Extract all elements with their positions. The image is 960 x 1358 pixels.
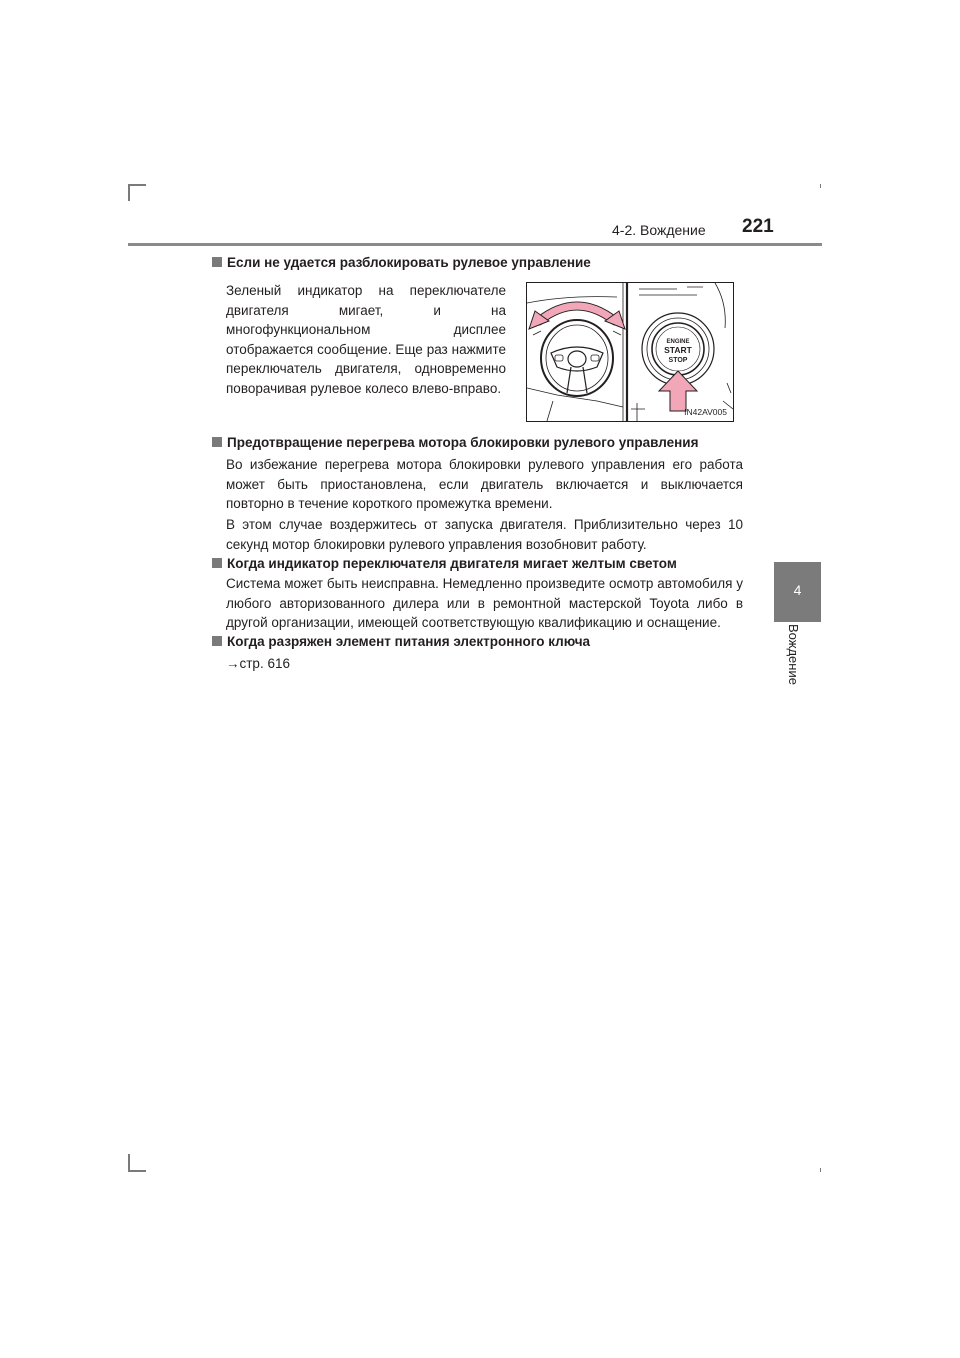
section-heading (212, 634, 590, 649)
crop-mark-bottom-left-h (128, 1170, 146, 1172)
section-paragraph: Зеленый индикатор на переключателе двигателя мигает, и на многофункциональном дисплее отображается сообщение. Еще раз нажмите переключатель двигателя, одновременно поворачивая рулевое колесо влево-вправо. (226, 283, 506, 396)
section-paragraph: Во избежание перегрева мотора блокировки рулевого управления его работа может быть приостановлена, если двигатель включается и выключается повторно в течение короткого промежутка времени. (226, 457, 743, 511)
square-bullet-icon (212, 558, 222, 568)
chapter-number: 4 (793, 582, 802, 598)
section-heading (212, 435, 698, 450)
header-section-title: 4-2. Вождение (612, 222, 706, 238)
section-paragraph: В этом случае воздержитесь от запуска двигателя. Приблизительно через 10 секунд мотор блокировки рулевого управления возобновит работу. (226, 517, 743, 552)
section-heading (212, 255, 591, 270)
page-reference-link[interactable]: →стр. 616 (226, 656, 290, 671)
crop-mark-top-left-v (128, 184, 130, 201)
section-heading-text: Если не удается разблокировать рулевое управление (227, 255, 591, 270)
illustration-steering-and-engine-switch (526, 282, 734, 422)
crop-mark-top-left-h (128, 184, 146, 186)
button-line-engine: ENGINE (666, 339, 690, 345)
illustration-drawing (527, 283, 733, 421)
page-number: 221 (742, 216, 774, 237)
section-heading-text: Предотвращение перегрева мотора блокировки рулевого управления (227, 435, 699, 450)
header-rule (128, 243, 822, 246)
square-bullet-icon (212, 636, 222, 646)
crop-mark-bottom-right (820, 1168, 821, 1172)
button-line-stop: STOP (668, 357, 688, 364)
crop-mark-top-right (820, 184, 821, 188)
square-bullet-icon (212, 437, 222, 447)
section-heading-text: Когда индикатор переключателя двигателя мигает желтым светом (227, 556, 677, 571)
square-bullet-icon (212, 257, 222, 267)
section-heading (212, 556, 677, 571)
steering-wheel-icon (533, 320, 621, 396)
figure-code: IN42AV005 (684, 407, 727, 417)
section-heading-text: Когда разряжен элемент питания электронного ключа (227, 634, 591, 649)
chapter-tab (774, 562, 821, 622)
button-line-start: START (664, 345, 692, 355)
chapter-label: Вождение (786, 624, 801, 685)
section-paragraph: Система может быть неисправна. Немедленно произведите осмотр автомобиля у любого авторизованного дилера или в ремонтной мастерской Toyota либо в другой организации, имеющей соответствующую квалификацию и оснащение. (226, 576, 743, 630)
